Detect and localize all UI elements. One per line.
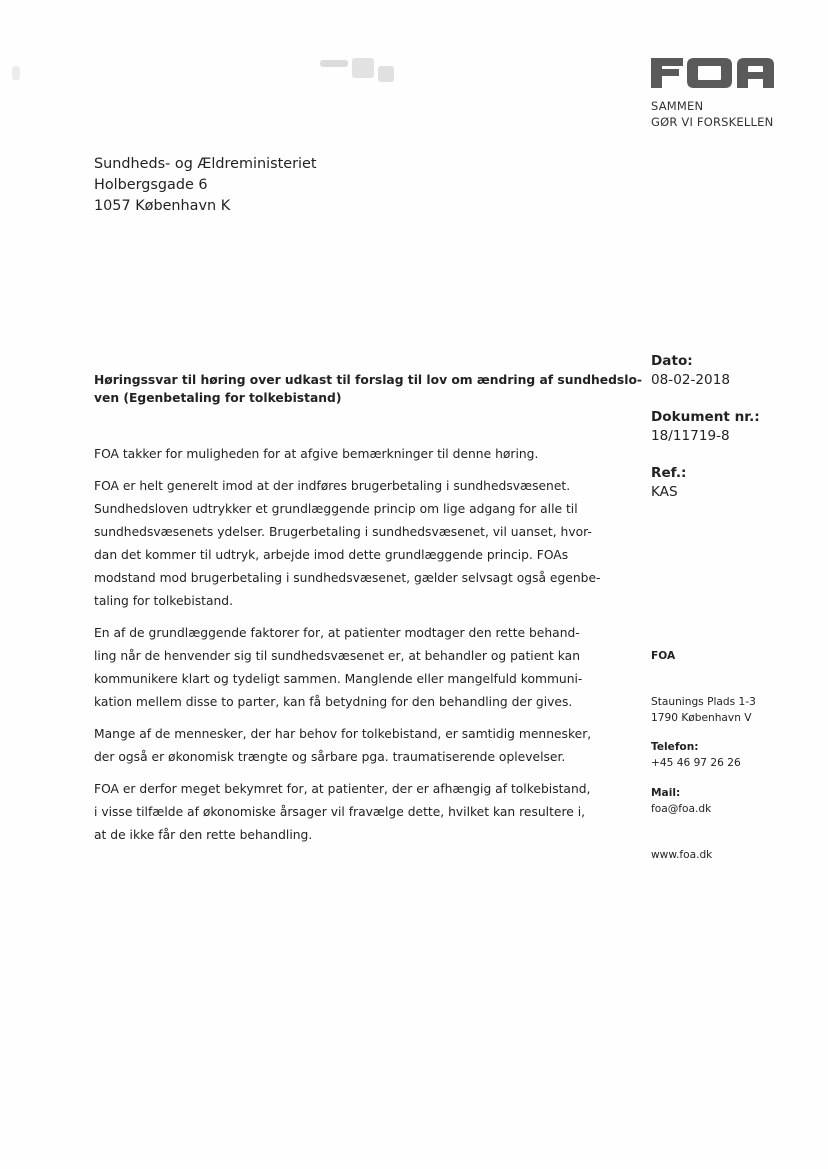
phone-value: +45 46 97 26 26 <box>651 757 741 769</box>
reference-value: KAS <box>651 484 678 500</box>
scan-smudge <box>320 60 348 67</box>
recipient-name: Sundheds- og Ældreministeriet <box>94 156 317 172</box>
contact-phone <box>651 739 741 771</box>
foa-logo <box>650 53 775 89</box>
recipient-street: Holbergsgade 6 <box>94 177 208 193</box>
recipient-city: 1057 København K <box>94 198 231 214</box>
subject-line-2: ven (Egenbetaling for tolkebistand) <box>94 391 342 405</box>
paragraph-5 <box>94 778 604 847</box>
recipient-address <box>94 154 317 217</box>
body-line: FOA takker for muligheden for at afgive bemærkninger til denne høring. <box>94 447 539 461</box>
paragraph-1 <box>94 443 604 466</box>
paragraph-2 <box>94 475 604 613</box>
mail-value: foa@foa.dk <box>651 803 712 815</box>
letter-subject <box>94 371 643 407</box>
contact-web <box>651 847 712 863</box>
body-line: En af de grundlæggende faktorer for, at patienter modtager den rette behand- <box>94 626 580 640</box>
body-line: kommunikere klart og tydeligt sammen. Manglende eller mangelfuld kommuni- <box>94 672 583 686</box>
scan-smudge <box>12 66 20 80</box>
web-address: www.foa.dk <box>651 849 713 861</box>
contact-org <box>651 648 675 664</box>
subject-line-1: Høringssvar til høring over udkast til forslag til lov om ændring af sundhedslo- <box>94 373 643 387</box>
body-line: i visse tilfælde af økonomiske årsager vil fravælge dette, hvilket kan resultere i, <box>94 805 586 819</box>
contact-mail <box>651 785 711 817</box>
paragraph-4 <box>94 723 604 769</box>
foa-logo-mark <box>650 53 775 89</box>
body-line: modstand mod brugerbetaling i sundhedsvæsenet, gælder selvsagt også egenbe- <box>94 571 601 585</box>
tagline-line-2: GØR VI FORSKELLEN <box>651 115 774 129</box>
phone-label: Telefon: <box>651 741 699 753</box>
contact-street: Staunings Plads 1-3 <box>651 696 756 708</box>
body-line: at de ikke får den rette behandling. <box>94 828 313 842</box>
scan-smudge <box>352 58 374 78</box>
contact-org-name: FOA <box>651 650 676 662</box>
reference-block <box>651 464 760 502</box>
logo-tagline <box>651 98 773 130</box>
body-line: Sundhedsloven udtrykker et grundlæggende princip om lige adgang for alle til <box>94 502 578 516</box>
body-line: FOA er helt generelt imod at der indføres brugerbetaling i sundhedsvæsenet. <box>94 479 571 493</box>
tagline-line-1: SAMMEN <box>651 99 704 113</box>
body-line: taling for tolkebistand. <box>94 594 234 608</box>
scan-smudge <box>378 66 394 82</box>
body-line: Mange af de mennesker, der har behov for tolkebistand, er samtidig mennesker, <box>94 727 592 741</box>
body-line: sundhedsvæsenets ydelser. Brugerbetaling i sundhedsvæsenet, vil uanset, hvor- <box>94 525 592 539</box>
reference-label: Ref.: <box>651 465 687 481</box>
document-number-value: 18/11719-8 <box>651 428 730 444</box>
body-line: ling når de henvender sig til sundhedsvæsenet er, at behandler og patient kan <box>94 649 581 663</box>
body-line: der også er økonomisk trængte og sårbare pga. traumatiserende oplevelser. <box>94 750 566 764</box>
letter-body <box>94 443 604 856</box>
date-label: Dato: <box>651 353 693 369</box>
date-value: 08-02-2018 <box>651 372 731 388</box>
body-line: FOA er derfor meget bekymret for, at patienter, der er afhængig af tolkebistand, <box>94 782 591 796</box>
contact-address <box>651 694 756 726</box>
body-line: kation mellem disse to parter, kan få betydning for den behandling der gives. <box>94 695 573 709</box>
paragraph-3 <box>94 622 604 714</box>
body-line: dan det kommer til udtryk, arbejde imod dette grundlæggende princip. FOAs <box>94 548 569 562</box>
document-meta <box>651 352 760 520</box>
document-number-label: Dokument nr.: <box>651 409 760 425</box>
document-number-block <box>651 408 760 446</box>
contact-city: 1790 København V <box>651 712 752 724</box>
date-block <box>651 352 760 390</box>
mail-label: Mail: <box>651 787 681 799</box>
